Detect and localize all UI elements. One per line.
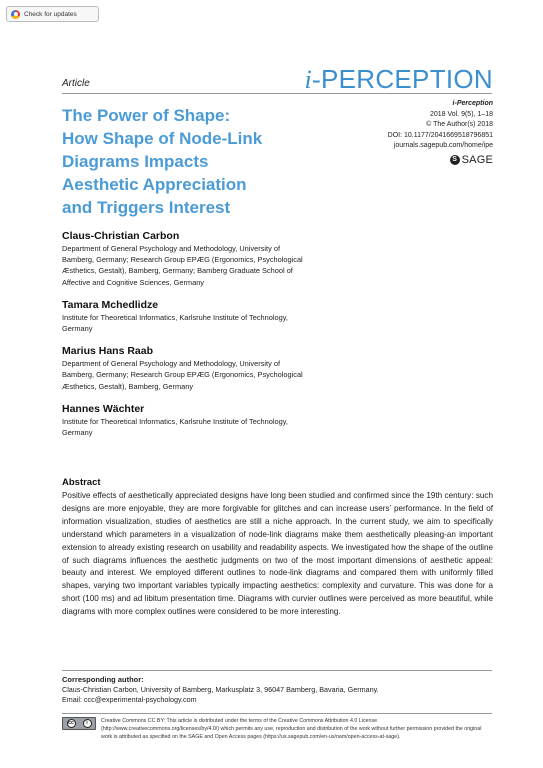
author-name: Marius Hans Raab <box>62 345 154 358</box>
corresponding-heading: Corresponding author: <box>62 675 144 684</box>
journal-logo-main: PERCEPTION <box>320 64 493 94</box>
affiliation-line: Æsthetics, Gestalt), Bamberg, Germany <box>62 381 194 391</box>
sage-icon: S <box>450 155 460 165</box>
license-block <box>62 717 492 741</box>
journal-logo <box>304 64 493 95</box>
author-name: Hannes Wächter <box>62 402 145 415</box>
affiliation-line: Bamberg, Germany; Research Group EPÆG (Ergonomics, Psychological <box>62 370 303 380</box>
affiliation-line: Affective and Cognitive Sciences, Germany <box>62 277 204 287</box>
author-entry <box>62 298 382 334</box>
check-for-updates-button[interactable] <box>6 6 99 22</box>
check-for-updates-label: Check for updates <box>24 10 77 18</box>
abstract-section <box>62 477 493 619</box>
title-line: The Power of Shape: <box>62 106 231 125</box>
cc-by-badge[interactable] <box>62 717 96 730</box>
publication-info <box>303 99 493 165</box>
publisher-name: SAGE <box>461 153 493 166</box>
by-icon: i <box>83 719 92 728</box>
author-entry <box>62 344 382 392</box>
license-text: Creative Commons CC BY: This article is distributed under the terms of the Creative Commons Attribution 4.0 License (http://www.creativecommons.org/licenses/by/4.0/) which permits any use, reproduction and distribution of the work without further permission provided the original work is attributed as specified on the SAGE and Open Access pages (https://us.sagepub.com/en-us/nam/open-access-at-sage). <box>101 718 482 740</box>
article-type-label: Article <box>62 78 90 89</box>
footer-divider <box>62 670 492 671</box>
affiliation-line: Institute for Theoretical Informatics, Karlsruhe Institute of Technology, <box>62 416 288 426</box>
affiliation-line: Department of General Psychology and Methodology, University of <box>62 359 280 369</box>
article-title <box>62 104 342 219</box>
author-affiliation <box>62 243 382 288</box>
publisher-logo <box>303 155 493 166</box>
title-line: and Triggers Interest <box>62 198 231 217</box>
author-entry <box>62 402 382 438</box>
author-affiliation <box>62 416 382 438</box>
corresponding-address: Claus-Christian Carbon, University of Bamberg, Markusplatz 3, 96047 Bamberg, Bavaria, Germany. <box>62 685 379 694</box>
author-affiliation <box>62 358 382 392</box>
affiliation-line: Germany <box>62 324 93 334</box>
journal-name: i-Perception <box>452 100 493 107</box>
author-name: Claus-Christian Carbon <box>62 230 180 242</box>
title-line: Aesthetic Appreciation <box>62 175 247 194</box>
author-list <box>62 229 382 448</box>
corresponding-author <box>62 675 492 705</box>
affiliation-line: Germany <box>62 428 93 438</box>
journal-url[interactable]: journals.sagepub.com/home/ipe <box>393 142 493 149</box>
title-line: How Shape of Node-Link <box>62 129 263 148</box>
title-line: Diagrams Impacts <box>62 152 209 171</box>
doi[interactable]: DOI: 10.1177/2041669518796851 <box>387 131 493 139</box>
abstract-heading: Abstract <box>62 477 101 488</box>
affiliation-line: Institute for Theoretical Informatics, Karlsruhe Institute of Technology, <box>62 312 288 322</box>
crossmark-icon <box>11 10 20 19</box>
journal-logo-prefix: i- <box>304 65 321 94</box>
volume-info: 2018 Vol. 9(5), 1–18 <box>429 110 493 118</box>
affiliation-line: Æsthetics, Gestalt), Bamberg, Germany; Bamberg Graduate School of <box>62 266 293 276</box>
author-affiliation <box>62 312 382 334</box>
corresponding-email[interactable]: Email: ccc@experimental-psychology.com <box>62 695 197 704</box>
abstract-text: Positive effects of aesthetically appreciated designs have long been studied and confirmed since the 19th century: such designs are more enjoyable, they are more forgivable for glitches and can increase users’ performance. In the field of information visualization, studies of aesthetics are still a niche approach. In the current study, we aim to specifically understand which parameters in a visualization of node-link diagrams make them aesthetically pleasing-an important extension to already existing research on usability and readability aspects. We investigated how the shape of the outline of such diagrams influences the aesthetic judgments on two of the most important dimensions of aesthetic appeal: beauty and interest. We employed different outlines to node-link diagrams and compared them with uniformly filled shapes, varying two important variables typically impacting aesthetics: complexity and curvature. This was done for a short (100 ms) and ad libitum presentation time. Diagrams with curvier outlines were perceived as more beautiful, while diagrams with more complex outlines were considered to be more interesting. <box>62 491 493 617</box>
license-divider <box>62 713 492 714</box>
affiliation-line: Department of General Psychology and Methodology, University of <box>62 244 280 253</box>
author-entry <box>62 229 382 288</box>
author-name: Tamara Mchedlidze <box>62 298 159 311</box>
cc-icon: cc <box>68 720 74 726</box>
affiliation-line: Bamberg, Germany; Research Group EPÆG (Ergonomics, Psychological <box>62 255 303 265</box>
copyright: © The Author(s) 2018 <box>426 121 493 128</box>
